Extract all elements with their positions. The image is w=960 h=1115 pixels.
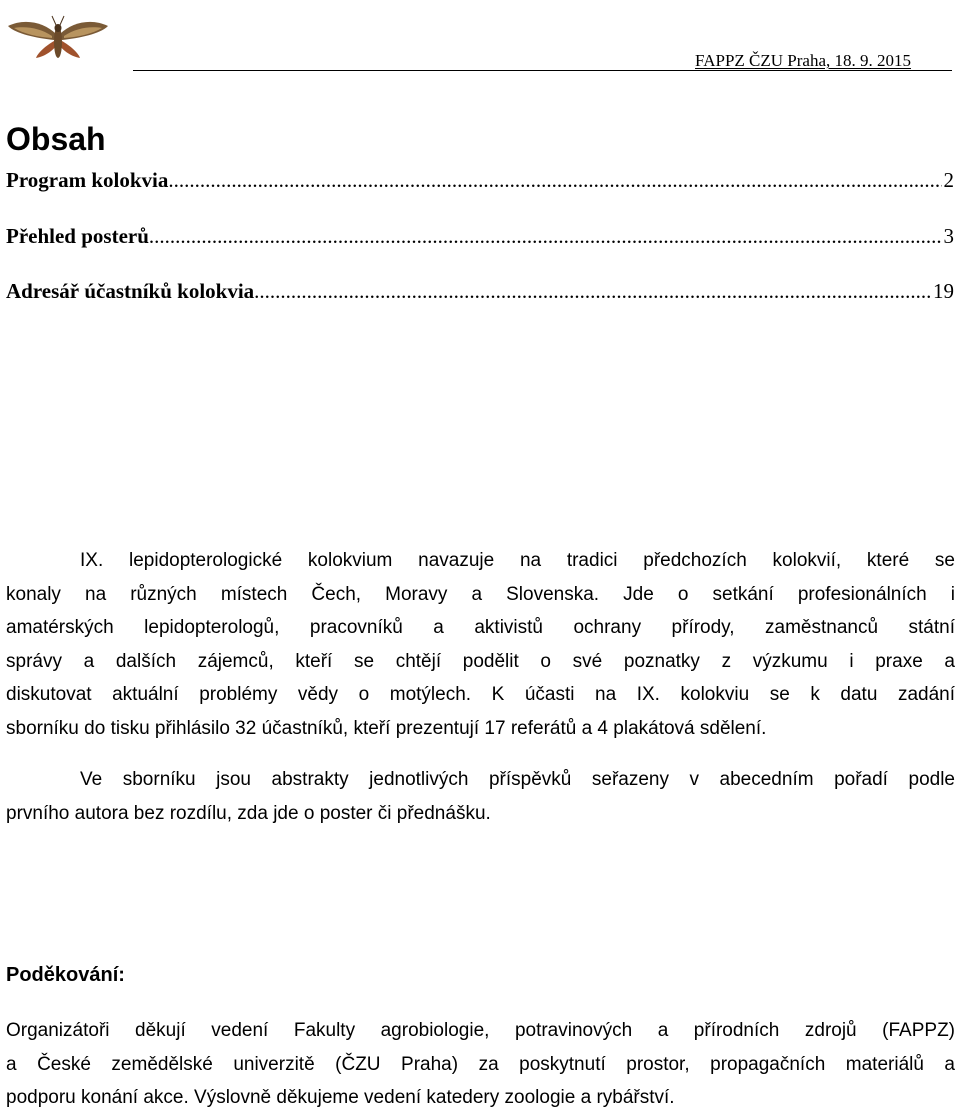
intro-paragraph-2 (6, 763, 955, 830)
acknowledgements-paragraph (6, 1014, 955, 1115)
acknowledgements-heading: Poděkování: (6, 964, 125, 986)
intro-line: správy a dalších zájemců, kteří se chtějí podělit o své poznatky z výzkumu i praxe a (6, 650, 955, 672)
intro-line: IX. lepidopterologické kolokvium navazuje na tradici předchozích kolokvií, které se (80, 550, 955, 571)
ack-line: podporu konání akce. Výslovně děkujeme vedení katedery zoologie a rybářství. (6, 1087, 675, 1108)
intro-line: konaly na různých místech Čech, Moravy a Slovenska. Jde o setkání profesionálních i (6, 583, 955, 605)
toc-title: Obsah (6, 121, 106, 157)
intro-line: diskutovat aktuální problémy vědy o motýlech. K účasti na IX. kolokviu se k datu zadání (6, 684, 955, 705)
toc-leader-dots (168, 166, 941, 194)
toc-leader-dots (254, 277, 931, 305)
intro-line: prvního autora bez rozdílu, zda jde o poster či přednášku. (6, 802, 491, 824)
toc-entry-page: 3 (943, 224, 954, 248)
toc-entry[interactable] (6, 277, 954, 305)
toc-leader-dots (149, 222, 942, 250)
ack-line: Organizátoři děkují vedení Fakulty agrobiologie, potravinových a přírodních zdrojů (FAPPZ) (6, 1020, 955, 1041)
intro-line: amatérských lepidopterologů, pracovníků a aktivistů ochrany přírody, zaměstnanců státní (6, 617, 955, 638)
intro-line: sborníku do tisku přihlásilo 32 účastníků, kteří prezentují 17 referátů a 4 plakátová sdělení. (6, 717, 767, 739)
header-event-info: FAPPZ ČZU Praha, 18. 9. 2015 (695, 51, 911, 70)
toc-entry-title: Adresář účastníků kolokvia (6, 279, 255, 303)
intro-paragraph (6, 544, 955, 745)
toc-entry[interactable] (6, 222, 954, 250)
toc-entry[interactable] (6, 166, 954, 194)
toc-entry-page: 19 (933, 279, 954, 303)
toc-entry-title: Přehled posterů (6, 224, 149, 248)
toc-entry-title: Program kolokvia (6, 168, 169, 192)
toc-entry-page: 2 (943, 168, 954, 192)
intro-line: Ve sborníku jsou abstrakty jednotlivých příspěvků seřazeny v abecedním pořadí podle (80, 769, 955, 790)
ack-line: a České zemědělské univerzitě (ČZU Praha) za poskytnutí prostor, propagačních materiálů a (6, 1053, 955, 1075)
moth-icon (6, 12, 110, 64)
